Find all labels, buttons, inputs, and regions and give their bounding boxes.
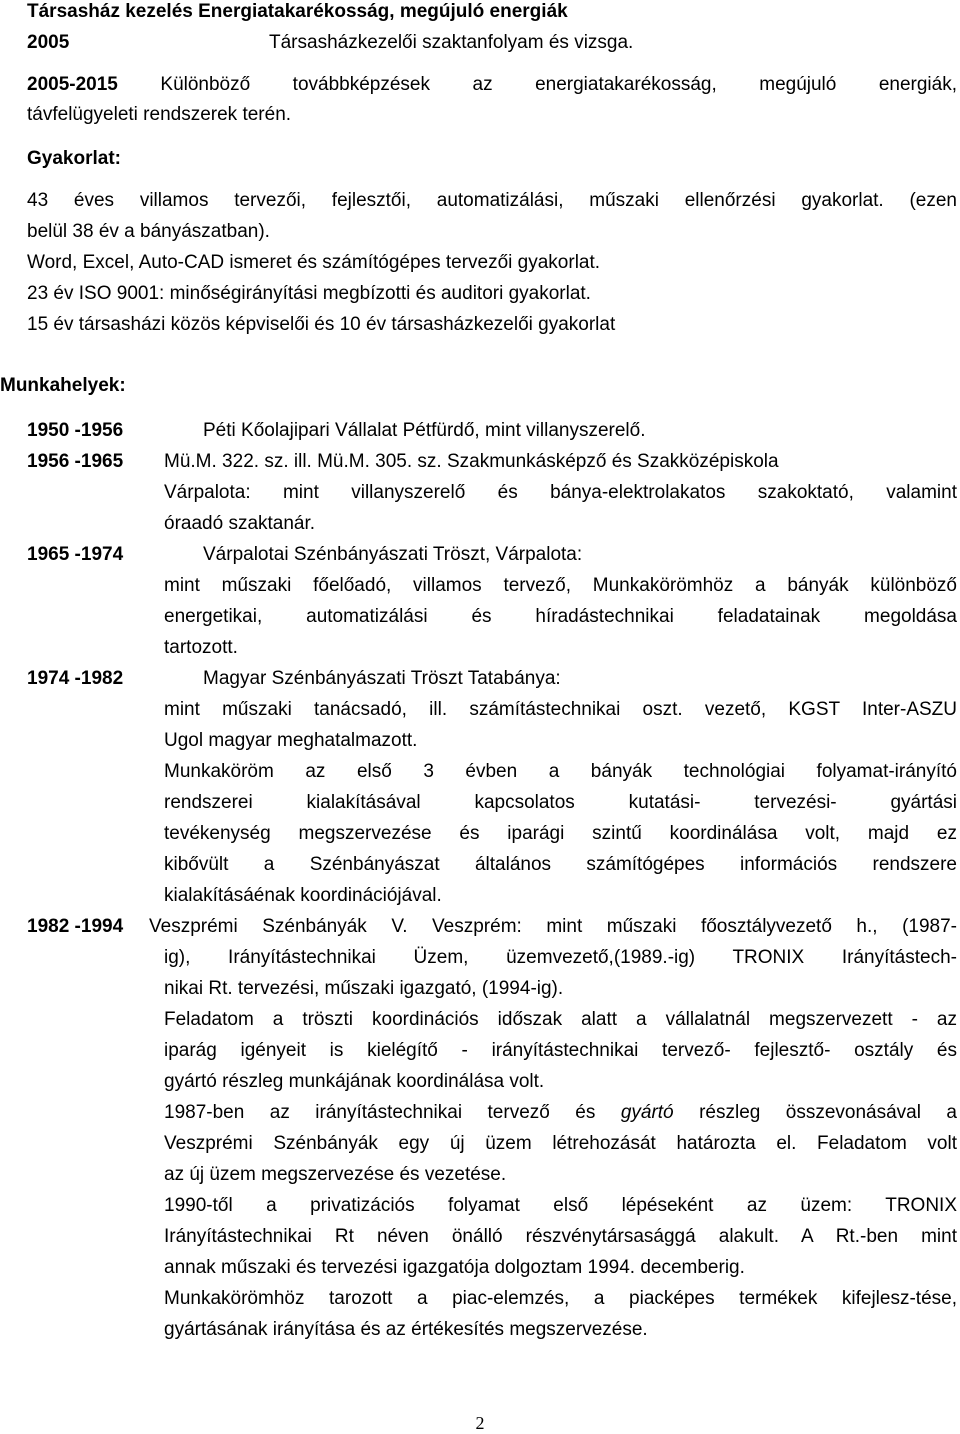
year-label: 2005 [27,32,70,53]
practice-line: 15 év társasházi közös képviselői és 10 év társasházkezelői gyakorlat [27,314,616,335]
job-description: Mü.M. 322. sz. ill. Mü.M. 305. sz. Szakmunkásképző és Szakközépiskola [164,451,779,472]
section-heading: Társasház kezelés Energiatakarékosság, megújuló energiák [27,1,568,22]
job-description: óraadó szaktanár. [164,513,316,534]
job-description [164,1102,957,1124]
job-description: Várpalota: mint villanyszerelő és bánya-elektrolakatos szakoktató, valamint [164,482,957,503]
workplaces-heading: Munkahelyek: [0,375,126,396]
job-years: 1982 -1994 [27,916,124,937]
job-employer: Magyar Szénbányászati Tröszt Tatabánya: [203,668,561,689]
job-employer: Várpalotai Szénbányászati Tröszt, Várpalota: [203,544,583,565]
practice-line: Word, Excel, Auto-CAD ismeret és számítógépes tervezői gyakorlat. [27,252,601,273]
job-years: 1974 -1982 [27,668,124,689]
job-years: 1956 -1965 [27,451,124,472]
job-description: Ugol magyar meghatalmazott. [164,730,418,751]
job-description: az új üzem megszervezése és vezetése. [164,1164,507,1185]
job-description: gyártásának irányítása és az értékesítés megszervezése. [164,1319,648,1340]
job-description: Munkaköröm az első 3 évben a bányák technológiai folyamat-irányító [164,761,957,782]
training-line [27,74,957,96]
practice-line: 23 év ISO 9001: minőségirányítási megbízotti és auditori gyakorlat. [27,283,591,304]
job-description: kialakításáénak koordinációjával. [164,885,442,906]
job-description: Irányítástechnikai Rt néven önálló részvénytársasággá alakult. A Rt.-ben mint [164,1226,957,1247]
job-description: iparág igényeit is kielégítő - irányítástechnikai tervező- fejlesztő- osztály és [164,1040,957,1061]
job-description: mint műszaki tanácsadó, ill. számítástechnikai oszt. vezető, KGST Inter-ASZU [164,699,957,720]
job-description: Munkakörömhöz tarozott a piac-elemzés, a piacképes termékek kifejlesz-tése, [164,1288,957,1309]
job-description: mint műszaki főelőadó, villamos tervező, Munkakörömhöz a bányák különböző [164,575,957,596]
job-description: Feladatom a tröszti koordinációs időszak alatt a vállalatnál megszervezett - az [164,1009,957,1030]
job-years: 1950 -1956 [27,420,124,441]
job-description: 1990-től a privatizációs folyamat első lépéseként az üzem: TRONIX [164,1195,957,1216]
job-description: annak műszaki és tervezési igazgatója dolgoztam 1994. decemberig. [164,1257,745,1278]
job-description: tevékenység megszervezése és iparági szintű koordinálása volt, majd ez [164,823,957,844]
practice-line: belül 38 év a bányászatban). [27,221,270,242]
job-description: ig), Irányítástechnikai Üzem, üzemvezető,(1989.-ig) TRONIX Irányítástech- [164,947,957,968]
text-run: 1987-ben az irányítástechnikai tervező és [164,1102,621,1123]
job-description: Veszprémi Szénbányák egy új üzem létrehozását határozta el. Feladatom volt [164,1133,957,1154]
job-description: tartozott. [164,637,238,658]
page-number: 2 [475,1413,485,1433]
year-range: 2005-2015 [27,74,118,95]
job-years: 1965 -1974 [27,544,124,565]
practice-heading: Gyakorlat: [27,148,121,169]
job-description: nikai Rt. tervezési, műszaki igazgató, (1994-ig). [164,978,564,999]
course-text: Társasházkezelői szaktanfolyam és vizsga. [269,32,634,53]
job-description: energetikai, automatizálási és híradástechnikai feladatainak megoldása [164,606,957,627]
training-line-2: távfelügyeleti rendszerek terén. [27,104,292,125]
training-text: Különböző továbbképzések az energiatakarékosság, megújuló energiák, [160,74,958,95]
practice-line: 43 éves villamos tervezői, fejlesztői, automatizálási, műszaki ellenőrzési gyakorlat. (ezen [27,190,957,211]
job-description: kibővült a Szénbányászat általános számítógépes információs rendszere [164,854,957,875]
job-employer: Veszprémi Szénbányák V. Veszprém: mint műszaki főosztályvezető h., (1987- [149,916,957,937]
text-run: részleg összevonásával a [673,1102,957,1123]
job-description: Péti Kőolajipari Vállalat Pétfürdő, mint villanyszerelő. [203,420,646,441]
italic-text: gyártó [620,1102,674,1123]
job-description: gyártó részleg munkájának koordinálása volt. [164,1071,545,1092]
job-description: rendszerei kialakításával kapcsolatos kutatási- tervezési- gyártási [164,792,957,813]
